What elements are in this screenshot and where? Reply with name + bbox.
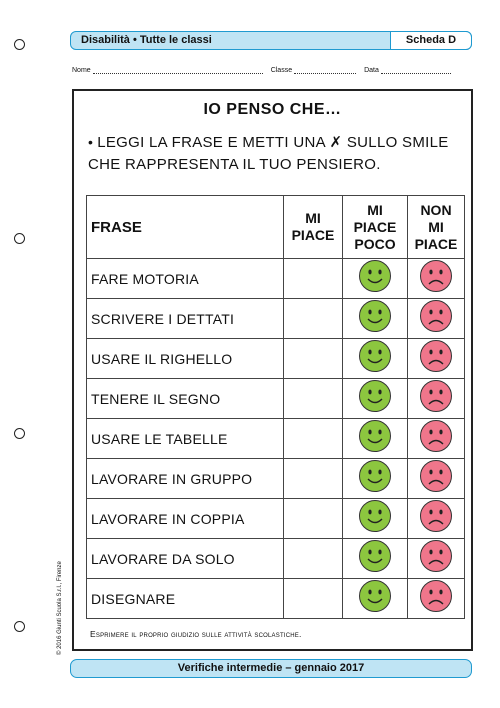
- smile-sad-icon[interactable]: [419, 299, 453, 333]
- like-little-cell[interactable]: [343, 499, 408, 539]
- like-cell[interactable]: [284, 419, 343, 459]
- binder-hole-2: [14, 233, 25, 244]
- table-row: [87, 539, 465, 579]
- dislike-cell[interactable]: [408, 539, 465, 579]
- smile-sad-icon[interactable]: [419, 339, 453, 373]
- scheda-tab: Scheda D: [390, 31, 472, 50]
- smile-sad-icon[interactable]: [419, 579, 453, 613]
- dislike-cell[interactable]: [408, 259, 465, 299]
- dislike-cell[interactable]: [408, 499, 465, 539]
- like-little-cell[interactable]: [343, 299, 408, 339]
- like-cell[interactable]: [284, 539, 343, 579]
- table-row: [87, 379, 465, 419]
- dislike-cell[interactable]: [408, 579, 465, 619]
- like-little-cell[interactable]: [343, 379, 408, 419]
- header-like-little-line: MI: [367, 201, 383, 218]
- activity-label: USARE IL RIGHELLO: [87, 339, 284, 379]
- smile-happy-icon[interactable]: [358, 579, 392, 613]
- binder-hole-1: [14, 39, 25, 50]
- like-cell[interactable]: [284, 299, 343, 339]
- header-like: [284, 196, 343, 259]
- survey-table: [86, 195, 465, 619]
- name-field[interactable]: [93, 66, 263, 74]
- table-row: [87, 579, 465, 619]
- table-header-row: [87, 196, 465, 259]
- instruction-text: LEGGI LA FRASE E METTI UNA ✗ SULLO SMILE CHE RAPPRESENTA IL TUO PENSIERO.: [88, 134, 449, 173]
- activity-label: LAVORARE IN GRUPPO: [87, 459, 284, 499]
- smile-happy-icon[interactable]: [358, 339, 392, 373]
- header-frase: FRASE: [87, 196, 284, 259]
- smile-sad-icon[interactable]: [419, 379, 453, 413]
- header-like-little-line: POCO: [354, 235, 396, 252]
- like-little-cell[interactable]: [343, 579, 408, 619]
- like-little-cell[interactable]: [343, 339, 408, 379]
- like-cell[interactable]: [284, 579, 343, 619]
- like-cell[interactable]: [284, 339, 343, 379]
- like-little-cell[interactable]: [343, 539, 408, 579]
- dislike-cell[interactable]: [408, 379, 465, 419]
- header-like-line: MI: [305, 210, 321, 226]
- smile-sad-icon[interactable]: [419, 459, 453, 493]
- activity-label: DISEGNARE: [87, 579, 284, 619]
- like-little-cell[interactable]: [343, 419, 408, 459]
- copyright: © 2016 Giunti Scuola S.r.l., Firenze: [57, 561, 63, 655]
- table-row: [87, 419, 465, 459]
- activity-label: SCRIVERE I DETTATI: [87, 299, 284, 339]
- smile-happy-icon[interactable]: [358, 299, 392, 333]
- header-dislike-line: NON: [420, 201, 452, 218]
- class-label: Classe: [270, 67, 293, 74]
- smile-sad-icon[interactable]: [419, 499, 453, 533]
- activity-label: LAVORARE IN COPPIA: [87, 499, 284, 539]
- activity-label: FARE MOTORIA: [87, 259, 284, 299]
- smile-happy-icon[interactable]: [358, 499, 392, 533]
- binder-hole-4: [14, 621, 25, 632]
- header-dislike: [408, 196, 465, 259]
- header-bar: [70, 31, 472, 50]
- table-row: [87, 259, 465, 299]
- smile-happy-icon[interactable]: [358, 459, 392, 493]
- dislike-cell[interactable]: [408, 459, 465, 499]
- header-dislike-line: PIACE: [414, 235, 458, 252]
- binder-hole-3: [14, 428, 25, 439]
- date-label: Data: [364, 67, 379, 74]
- table-row: [87, 499, 465, 539]
- worksheet-card: [72, 89, 473, 651]
- name-label: Nome: [72, 67, 91, 74]
- worksheet-title: IO PENSO CHE…: [203, 101, 342, 118]
- table-row: [87, 459, 465, 499]
- smile-happy-icon[interactable]: [358, 419, 392, 453]
- smile-sad-icon[interactable]: [419, 419, 453, 453]
- activity-label: USARE LE TABELLE: [87, 419, 284, 459]
- instruction-bullet: •: [88, 134, 94, 150]
- class-field[interactable]: [294, 66, 356, 74]
- like-cell[interactable]: [284, 499, 343, 539]
- smile-happy-icon[interactable]: [358, 259, 392, 293]
- activity-label: TENERE IL SEGNO: [87, 379, 284, 419]
- like-little-cell[interactable]: [343, 459, 408, 499]
- table-row: [87, 339, 465, 379]
- instruction: [88, 131, 468, 176]
- like-cell[interactable]: [284, 259, 343, 299]
- header-title: Disabilità • Tutte le classi: [81, 34, 212, 46]
- like-cell[interactable]: [284, 379, 343, 419]
- smile-happy-icon[interactable]: [358, 379, 392, 413]
- dislike-cell[interactable]: [408, 299, 465, 339]
- dislike-cell[interactable]: [408, 419, 465, 459]
- smile-sad-icon[interactable]: [419, 539, 453, 573]
- smile-sad-icon[interactable]: [419, 259, 453, 293]
- like-little-cell[interactable]: [343, 259, 408, 299]
- header-like-little: [343, 196, 408, 259]
- activity-label: LAVORARE DA SOLO: [87, 539, 284, 579]
- bottom-bar: Verifiche intermedie – gennaio 2017: [70, 659, 472, 678]
- footer-note: Esprimere il proprio giudizio sulle attività scolastiche.: [90, 629, 302, 639]
- table-row: [87, 299, 465, 339]
- date-field[interactable]: [381, 66, 451, 74]
- header-dislike-line: MI: [428, 218, 444, 235]
- like-cell[interactable]: [284, 459, 343, 499]
- student-fields: [72, 66, 472, 74]
- header-like-line: PIACE: [291, 227, 335, 243]
- header-like-little-line: PIACE: [353, 218, 397, 235]
- dislike-cell[interactable]: [408, 339, 465, 379]
- smile-happy-icon[interactable]: [358, 539, 392, 573]
